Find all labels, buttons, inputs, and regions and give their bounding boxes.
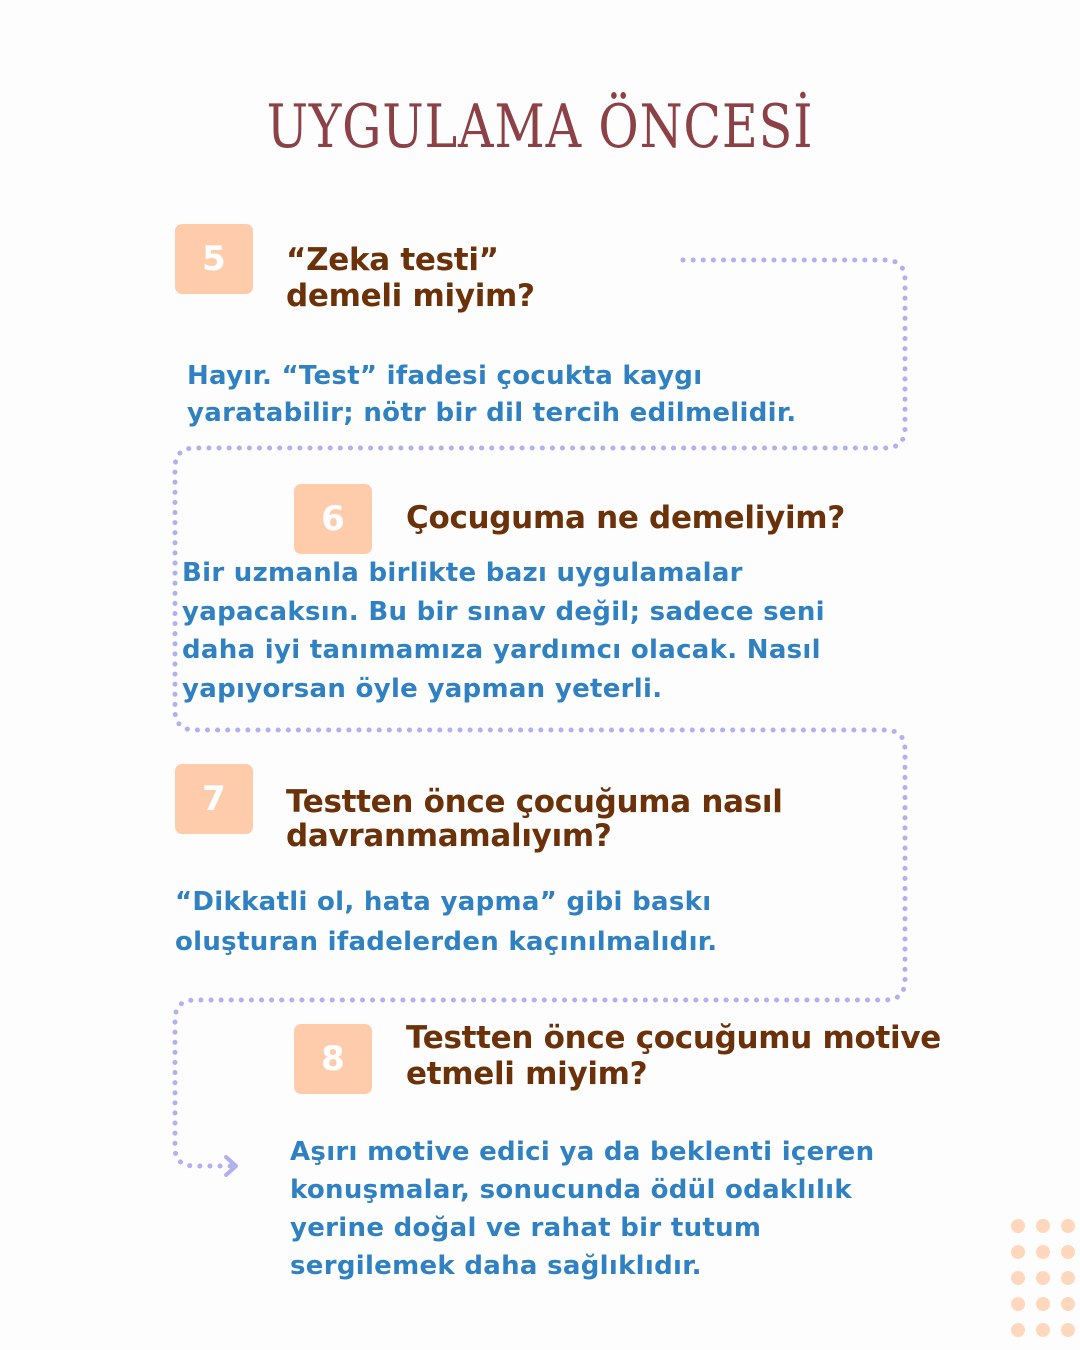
- page-title: UYGULAMA ÖNCESİ: [266, 92, 814, 162]
- step-question-7: Testten önce çocuğuma nasıl davranmamalıyım?: [286, 784, 783, 854]
- decorative-dots: [1010, 1218, 1080, 1348]
- step-question-5: “Zeka testi” demeli miyim?: [286, 242, 535, 314]
- step-question-6: Çocuguma ne demeliyim?: [406, 500, 845, 536]
- step-number-5: 5: [175, 224, 253, 294]
- step-answer-6: Bir uzmanla birlikte bazı uygulamalar yapacaksın. Bu bir sınav değil; sadece seni daha iyi tanımamıza yardımcı olacak. Nasıl yapıyorsan öyle yapman yeterli.: [182, 558, 825, 704]
- step-answer-8: Aşırı motive edici ya da beklenti içeren konuşmalar, sonucunda ödül odaklılık yerine doğal ve rahat bir tutum sergilemek daha sağlıklıdır.: [290, 1137, 875, 1281]
- step-question-8: Testten önce çocuğumu motive etmeli miyim?: [406, 1020, 942, 1092]
- step-number-6: 6: [294, 484, 372, 554]
- step-answer-7: “Dikkatli ol, hata yapma” gibi baskı oluşturan ifadelerden kaçınılmalıdır.: [175, 887, 718, 957]
- step-answer-5: Hayır. “Test” ifadesi çocukta kaygı yaratabilir; nötr bir dil tercih edilmelidir.: [187, 361, 797, 428]
- step-number-7: 7: [175, 764, 253, 834]
- step-number-8: 8: [294, 1024, 372, 1094]
